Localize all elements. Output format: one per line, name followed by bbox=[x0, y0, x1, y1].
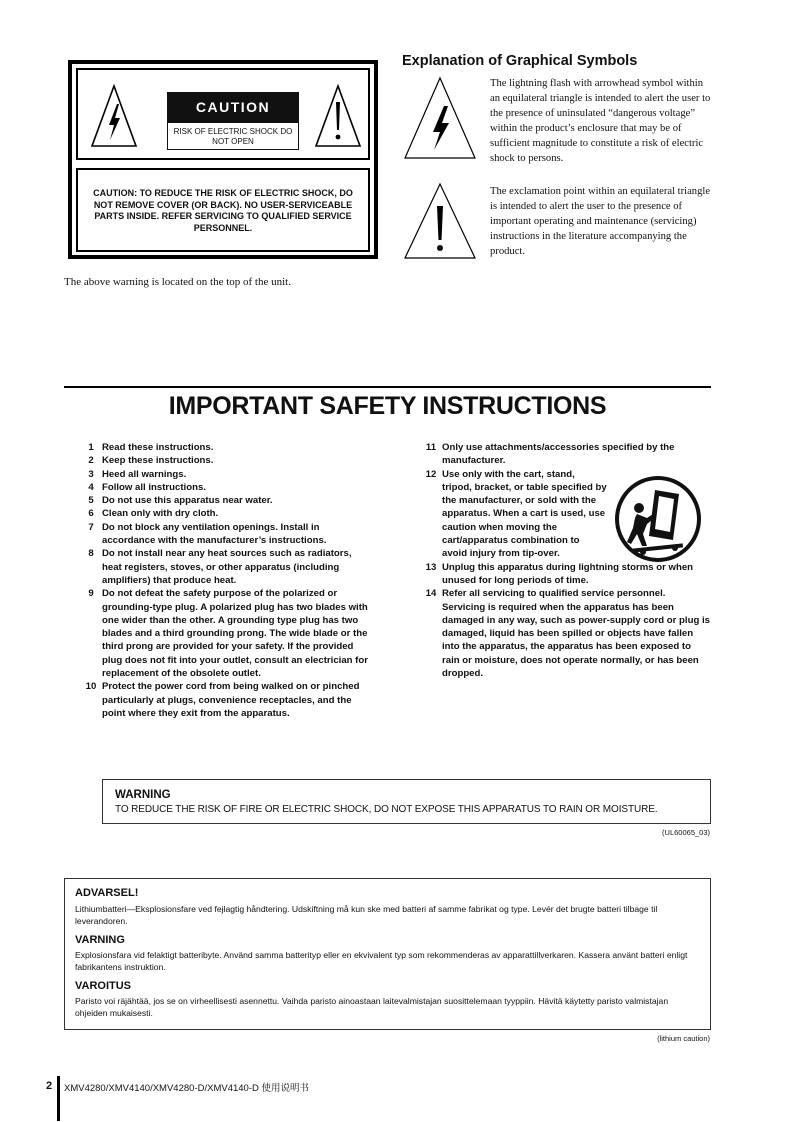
footer-title: XMV4280/XMV4140/XMV4280-D/XMV4140-D 使用说明书 bbox=[64, 1083, 309, 1094]
lithium-caution-box bbox=[64, 878, 711, 1030]
instruction-text: Heed all warnings. bbox=[102, 468, 187, 480]
instruction-number: 9 bbox=[88, 588, 94, 600]
instruction-number: 5 bbox=[88, 495, 94, 507]
caution-header-panel bbox=[76, 68, 370, 160]
instruction-text: Read these instructions. bbox=[102, 442, 214, 453]
varning-title: VARNING bbox=[75, 934, 125, 946]
caution-message-panel bbox=[76, 168, 370, 252]
instruction-text: Do not install near any heat sources such as radiators, heat registers, stoves, or other apparatus (including amplifiers) that produce heat. bbox=[102, 548, 352, 586]
instruction-number: 2 bbox=[88, 455, 94, 467]
varoitus-title: VAROITUS bbox=[75, 980, 132, 992]
instruction-number: 7 bbox=[88, 521, 94, 533]
instruction-item bbox=[410, 441, 710, 468]
exclamation-triangle-icon bbox=[312, 80, 364, 150]
instruction-number: 6 bbox=[88, 508, 94, 520]
instruction-item bbox=[410, 561, 710, 588]
warning-title: WARNING bbox=[115, 789, 171, 801]
instruction-item bbox=[70, 454, 370, 467]
instruction-number: 4 bbox=[88, 481, 94, 493]
varning-text: Explosionsfara vid felaktigt batteribyte. Använd samma batterityp eller en ekvivalent typ som rekommenderas av apparattillverkaren. Kassera använt batteri enligt fabrikantens instruktion. bbox=[75, 950, 688, 972]
instruction-number: 10 bbox=[85, 681, 97, 693]
instruction-text: Clean only with dry cloth. bbox=[102, 508, 219, 520]
instruction-number: 13 bbox=[425, 561, 437, 573]
explanation-title: Explanation of Graphical Symbols bbox=[402, 53, 638, 69]
instruction-text: Use only with the cart, stand, tripod, bracket, or table specified by the manufacturer, or sold with the apparatus. When a cart is used, use caution when moving the cart/apparatus combination to avoid injury from tip-over. bbox=[442, 468, 607, 560]
warning-location-note: The above warning is located on the top of the unit. bbox=[64, 276, 291, 288]
instruction-item bbox=[70, 494, 370, 507]
section-divider bbox=[64, 386, 711, 388]
lightning-triangle-icon bbox=[88, 80, 140, 150]
instruction-item bbox=[70, 441, 370, 454]
caution-text: CAUTION: TO REDUCE THE RISK OF ELECTRIC SHOCK, DO NOT REMOVE COVER (OR BACK). NO USER-SERVICEABLE PARTS INSIDE. REFER SERVICING TO QUALIFIED SERVICE PERSONNEL. bbox=[93, 188, 353, 233]
advarsel-title: ADVARSEL! bbox=[75, 887, 139, 899]
instruction-number: 1 bbox=[88, 442, 94, 453]
instruction-text: Do not defeat the safety purpose of the polarized or grounding-type plug. A polarized plug has two blades with one wider than the other. A grounding type plug has two blades and a third grounding prong. The wide blade or the third prong are provided for your safety. If the provided plug does not fit into your outlet, consult an electrician for replacement of the obsolete outlet. bbox=[102, 588, 368, 680]
footer-divider bbox=[57, 1076, 60, 1121]
instruction-text: Keep these instructions. bbox=[102, 455, 214, 467]
warning-text: TO REDUCE THE RISK OF FIRE OR ELECTRIC SHOCK, DO NOT EXPOSE THIS APPARATUS TO RAIN OR MOISTURE. bbox=[115, 804, 658, 815]
lightning-explanation: The lightning flash with arrowhead symbol within an equilateral triangle is intended to alert the user to the presence of uninsulated “dangerous voltage” within the product’s enclosure that may be of sufficient magnitude to constitute a risk of electric shock to persons. bbox=[490, 78, 711, 164]
instruction-number: 12 bbox=[425, 468, 437, 480]
instruction-item bbox=[70, 547, 370, 587]
caution-label-box bbox=[68, 60, 378, 259]
instruction-text: Protect the power cord from being walked on or pinched particularly at plugs, convenience receptacles, and the point where they exit from the apparatus. bbox=[102, 681, 360, 719]
warning-box bbox=[102, 779, 711, 824]
instruction-text: Follow all instructions. bbox=[102, 481, 206, 493]
warning-code: (UL60065_03) bbox=[662, 828, 710, 837]
instruction-text: Refer all servicing to qualified service personnel. Servicing is required when the apparatus has been damaged in any way, such as power-supply cord or plug is damaged, liquid has been spilled or objects have fallen into the apparatus, the apparatus has been exposed to rain or moisture, does not operate normally, or has been dropped. bbox=[442, 588, 710, 680]
exclamation-symbol-icon bbox=[402, 180, 478, 264]
instruction-item bbox=[410, 587, 710, 680]
instruction-text: Do not use this apparatus near water. bbox=[102, 495, 273, 507]
cart-tipover-warning-icon bbox=[613, 474, 703, 564]
instruction-text: Only use attachments/accessories specified by the manufacturer. bbox=[442, 442, 675, 467]
caution-subtitle: RISK OF ELECTRIC SHOCK DO NOT OPEN bbox=[167, 122, 299, 150]
varoitus-text: Paristo voi räjähtää, jos se on virheellisesti asennettu. Vaihda paristo ainoastaan laitevalmistajan suosittelemaan tyyppiin. Hävitä käytetty paristo valmistajan ohjeiden mukaisesti. bbox=[75, 996, 669, 1018]
instruction-item bbox=[70, 521, 370, 548]
instruction-number: 3 bbox=[88, 468, 94, 480]
instruction-number: 11 bbox=[425, 442, 437, 453]
instruction-item bbox=[70, 481, 370, 494]
instruction-item bbox=[70, 680, 370, 720]
instruction-number: 14 bbox=[425, 588, 437, 600]
caution-title: CAUTION bbox=[167, 92, 299, 122]
lithium-code: (lithium caution) bbox=[657, 1034, 710, 1043]
instruction-item bbox=[70, 468, 370, 481]
lightning-symbol-icon bbox=[402, 74, 478, 162]
instructions-left-column bbox=[70, 441, 370, 720]
page-number: 2 bbox=[46, 1080, 53, 1092]
instruction-item bbox=[70, 507, 370, 520]
instruction-text: Do not block any ventilation openings. Install in accordance with the manufacturer’s instructions. bbox=[102, 521, 327, 547]
advarsel-text: Lithiumbatteri—Eksplosionsfare ved fejlagtig håndtering. Udskiftning må kun ske med batteri af samme fabrikat og type. Levér det brugte batteri tilbage til leverandoren. bbox=[75, 904, 658, 926]
instruction-text: Unplug this apparatus during lightning storms or when unused for long periods of time. bbox=[442, 561, 694, 586]
safety-title: IMPORTANT SAFETY INSTRUCTIONS bbox=[168, 392, 607, 420]
exclamation-explanation: The exclamation point within an equilateral triangle is intended to alert the user to the presence of important operating and maintenance (servicing) instructions in the literature accompanying the product. bbox=[490, 186, 711, 257]
instruction-number: 8 bbox=[88, 548, 94, 560]
instruction-item bbox=[70, 587, 370, 680]
